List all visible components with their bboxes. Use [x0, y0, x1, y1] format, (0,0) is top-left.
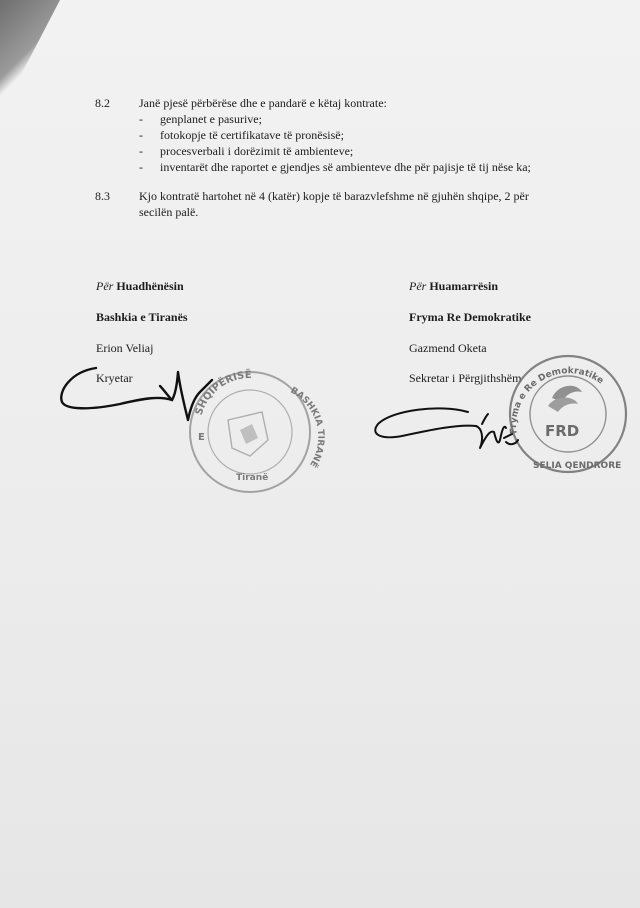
bullet-dash: -: [139, 160, 143, 174]
party-prefix: Për: [409, 279, 427, 293]
left-party-title: Kryetar: [96, 371, 133, 385]
clause-intro: Janë pjesë përbërëse dhe e pandarë e këtaj kontrate:: [139, 96, 387, 110]
right-party-person: Gazmend Oketa: [409, 341, 487, 355]
bullet-dash: -: [139, 144, 143, 158]
secretary-signature: [375, 408, 518, 448]
clause-item-list: [139, 111, 599, 175]
right-party-entity: Fryma Re Demokratike: [409, 310, 531, 324]
party-role: Huamarrësin: [429, 279, 498, 293]
right-party-title: Sekretar i Përgjithshëm: [409, 371, 522, 385]
party-prefix: Për: [96, 279, 114, 293]
list-item: [139, 127, 599, 143]
stamp-arc-text: E: [198, 432, 205, 443]
left-party-entity: Bashkia e Tiranës: [96, 310, 188, 324]
list-item-text: inventarët dhe raportet e gjendjes së ambienteve dhe për pajisje të tij nëse ka;: [160, 160, 531, 174]
list-item-text: fotokopje të certifikatave të pronësisë;: [160, 128, 344, 142]
clause-number: 8.2: [95, 96, 110, 110]
list-item-text: genplanet e pasurive;: [160, 112, 262, 126]
list-item: [139, 143, 599, 159]
frd-logo-text: FRD: [545, 422, 580, 440]
left-party-person: Erion Veliaj: [96, 341, 154, 355]
stamp-bottom-text: SELIA QENDRORE: [533, 461, 622, 471]
folded-page-corner: [0, 0, 60, 115]
bullet-dash: -: [139, 128, 143, 142]
party-stamp: [509, 356, 626, 472]
bullet-dash: -: [139, 112, 143, 126]
list-item: [139, 111, 599, 127]
party-role: Huadhënësin: [116, 279, 184, 293]
list-item: [139, 159, 599, 175]
list-item-text: procesverbali i dorëzimit të ambienteve;: [160, 144, 354, 158]
left-party-heading: [96, 278, 184, 294]
clause-text-line: Kjo kontratë hartohet në 4 (katër) kopje të barazvlefshme në gjuhën shqipe, 2 për: [139, 189, 529, 203]
stamp-bottom-text: Tiranë: [236, 473, 269, 483]
stamp-arc-text: SHQIPËRISË: [193, 369, 252, 417]
stamp-arc-text: Fryma e Re Demokratike: [509, 366, 606, 435]
mayor-signature: [61, 368, 212, 420]
municipality-stamp: [190, 367, 325, 492]
clause-text-line: secilën palë.: [139, 205, 199, 219]
right-party-heading: [409, 278, 498, 294]
stamp-arc-text: BASHKIA TIRANË: [288, 385, 326, 469]
clause-number: 8.3: [95, 189, 110, 203]
